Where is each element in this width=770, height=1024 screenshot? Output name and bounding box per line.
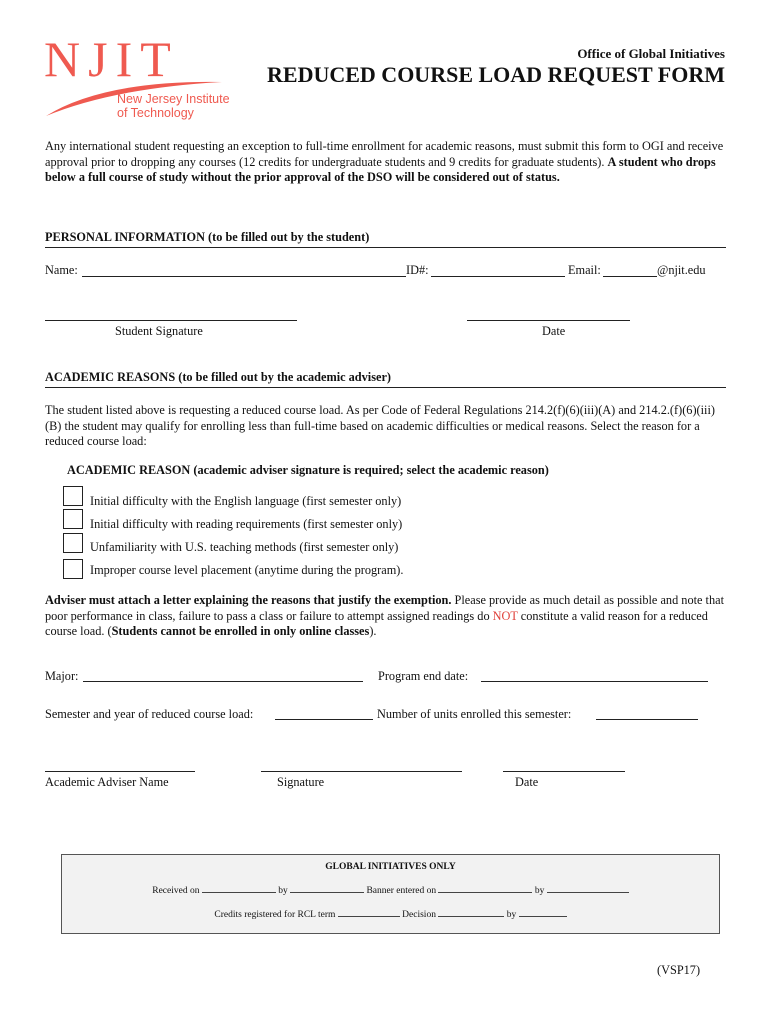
id-label: ID#: xyxy=(406,263,429,277)
email-label: Email: xyxy=(568,263,601,277)
academic-reasons-heading: ACADEMIC REASONS (to be filled out by the academic adviser) xyxy=(45,370,726,388)
reason-label-english: Initial difficulty with the English language (first semester only) xyxy=(90,494,402,508)
personal-info-heading: PERSONAL INFORMATION (to be filled out by the student) xyxy=(45,230,726,248)
online-warning: Students cannot be enrolled in only online classes xyxy=(111,624,370,638)
units-label: Number of units enrolled this semester: xyxy=(377,707,572,721)
received-on-field[interactable] xyxy=(202,892,276,893)
academic-reason-subheading: ACADEMIC REASON (academic adviser signature is required; select the academic reason) xyxy=(67,463,549,477)
id-field[interactable] xyxy=(431,276,565,277)
logo-name-line2: of Technology xyxy=(117,106,194,120)
adviser-date-field[interactable] xyxy=(503,771,625,772)
program-end-label: Program end date: xyxy=(378,669,469,683)
reason-checkbox-placement[interactable] xyxy=(63,559,83,579)
major-field[interactable] xyxy=(83,681,363,682)
adviser-signature-label: Signature xyxy=(277,775,325,789)
received-by-field[interactable] xyxy=(290,892,364,893)
banner-entered-label: Banner entered on xyxy=(366,886,437,896)
office-only-row1 xyxy=(62,886,719,896)
office-only-row2 xyxy=(62,910,719,920)
adviser-date-label: Date xyxy=(515,775,539,789)
intro-paragraph xyxy=(45,139,725,186)
name-label: Name: xyxy=(45,263,78,277)
by-label: by xyxy=(534,886,545,896)
academic-paragraph: The student listed above is requesting a reduced course load. As per Code of Federal Regulations 214.2(f)(6)(iii)(A) and 214.2.(f)(6)(iii)(B) the student may qualify for enrolling less than full-time based on academic difficulties or medical reasons. Select the reason for a reduced course load: xyxy=(45,403,715,448)
email-field[interactable] xyxy=(603,276,657,277)
reason-label-placement: Improper course level placement (anytime during the program). xyxy=(90,563,404,577)
reason-checkbox-english[interactable] xyxy=(63,486,83,506)
intro-text: Any international student requesting an exception to full-time enrollment for academic reasons, must submit this form to OGI and receive approval prior to dropping any courses (12 credits for undergraduate students and 9 credits for graduate students). xyxy=(45,139,724,169)
decision-field[interactable] xyxy=(438,916,504,917)
student-date-label: Date xyxy=(542,324,566,338)
global-initiatives-only-box xyxy=(61,854,720,934)
semester-field[interactable] xyxy=(275,719,373,720)
major-label: Major: xyxy=(45,669,79,683)
student-date-field[interactable] xyxy=(467,320,630,321)
adviser-name-field[interactable] xyxy=(45,771,195,772)
banner-entered-field[interactable] xyxy=(438,892,532,893)
by-label: by xyxy=(506,910,517,920)
logo-name-line1: New Jersey Institute xyxy=(117,92,230,106)
credits-field[interactable] xyxy=(338,916,400,917)
credits-label: Credits registered for RCL term xyxy=(214,910,336,920)
intro-warning: A student who drops below a full course of study without the prior approval of the DSO will be considered out of status. xyxy=(45,154,716,184)
student-signature-field[interactable] xyxy=(45,320,297,321)
letter-requirement: Adviser must attach a letter explaining the reasons that justify the exemption. xyxy=(45,593,452,607)
office-only-heading: GLOBAL INITIATIVES ONLY xyxy=(325,862,456,872)
email-suffix: @njit.edu xyxy=(657,263,706,277)
student-signature-label: Student Signature xyxy=(115,324,203,338)
logo-letters: NJIT xyxy=(44,31,179,87)
reason-label-reading: Initial difficulty with reading requirements (first semester only) xyxy=(90,517,403,531)
letter-text: constitute a valid reason for a reduced course load. ( xyxy=(45,608,708,638)
page-title: REDUCED COURSE LOAD REQUEST FORM xyxy=(267,62,725,87)
program-end-field[interactable] xyxy=(481,681,708,682)
adviser-name-label: Academic Adviser Name xyxy=(45,775,169,789)
letter-text: ). xyxy=(369,624,377,638)
semester-label: Semester and year of reduced course load: xyxy=(45,707,254,721)
not-emphasis: NOT xyxy=(492,608,518,623)
adviser-signature-field[interactable] xyxy=(261,771,462,772)
reason-checkbox-teaching[interactable] xyxy=(63,533,83,553)
decision-label: Decision xyxy=(402,910,436,920)
received-on-label: Received on xyxy=(152,886,200,896)
by-label: by xyxy=(278,886,288,896)
letter-text: Please provide as much detail as possible and note that poor performance in class, failure to pass a class or failure to attempt assigned readings do xyxy=(45,593,724,623)
units-field[interactable] xyxy=(596,719,698,720)
reason-checkbox-reading[interactable] xyxy=(63,509,83,529)
form-code: (VSP17) xyxy=(657,963,701,977)
banner-by-field[interactable] xyxy=(547,892,629,893)
reason-label-teaching: Unfamiliarity with U.S. teaching methods (first semester only) xyxy=(90,540,399,554)
office-name: Office of Global Initiatives xyxy=(577,46,725,61)
decision-by-field[interactable] xyxy=(519,916,567,917)
adviser-letter-paragraph xyxy=(45,593,725,640)
name-field[interactable] xyxy=(82,276,406,277)
